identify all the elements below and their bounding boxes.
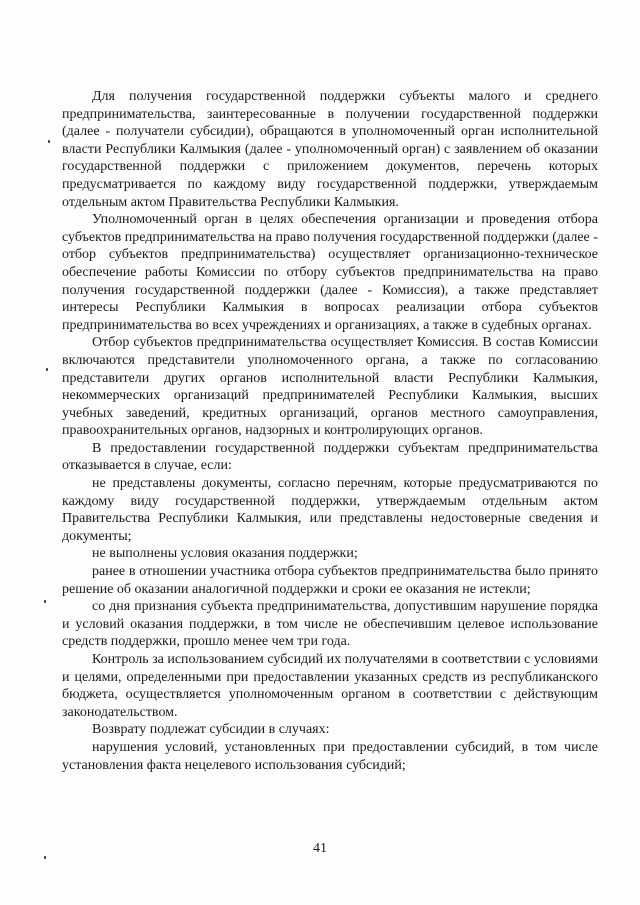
scan-speck: [44, 856, 46, 859]
paragraph-commission: Отбор субъектов предпринимательства осуществляет Комиссия. В состав Комиссии включаются представители уполномоченного органа, а также по согласованию представители других органов исполнительной власти Республики Калмыкия, некоммерческих организаций предпринимателей Республики Калмыкия, высших учебных заведений, кредитных организаций, органов местного самоуправления, правоохранительных органов, надзорных и контролирующих органов.: [62, 335, 598, 439]
paragraph-refusal-intro: В предоставлении государственной поддержки субъектам предпринимательства отказывается в случае, если:: [62, 440, 598, 474]
scan-speck: [46, 368, 48, 371]
scan-speck: [44, 600, 46, 603]
paragraph-control: Контроль за использованием субсидий их получателями в соответствии с условиями и целями, определенными при предоставлении указанных средств из республиканского бюджета, осуществляется уполномоченным органом в соответствии с действующим законодательством.: [62, 652, 598, 720]
paragraph-refusal-violation: со дня признания субъекта предпринимательства, допустившим нарушение порядка и условий оказания поддержки, в том числе не обеспечившим целевое использование средств поддержки, прошло менее чем три года.: [62, 599, 598, 650]
document-body: [62, 88, 598, 774]
page-number: 41: [313, 841, 327, 856]
paragraph-refusal-previous-support: ранее в отношении участника отбора субъектов предпринимательства было принято решение об оказании аналогичной поддержки и сроки ее оказания не истекли;: [62, 564, 598, 597]
paragraph-refusal-conditions: не выполнены условия оказания поддержки;: [92, 546, 358, 562]
paragraph-refusal-documents: не представлены документы, согласно перечням, которые предусматриваются по каждому виду государственной поддержки, утверждаемым отдельным актом Правительства Республики Калмыкия, или представлены недостоверные сведения и документы;: [62, 476, 598, 544]
paragraph-state-support-application: Для получения государственной поддержки субъекты малого и среднего предпринимательства, заинтересованные в получении государственной поддержки (далее - получатели субсидии), обращаются в уполномоченный орган исполнительной власти Республики Калмыкия (далее - уполномоченный орган) с заявлением об оказании государственной поддержки с приложением документов, перечень которых предусматривается по каждому виду государственной поддержки, утверждаемым отдельным актом Правительства Республики Калмыкия.: [62, 89, 598, 210]
paragraph-refund-intro: Возврату подлежат субсидии в случаях:: [92, 722, 330, 738]
paragraph-authorized-body: Уполномоченный орган в целях обеспечения организации и проведения отбора субъектов предпринимательства на право получения государственной поддержки (далее - отбор субъектов предпринимательства) осуществляет организационно-техническое обеспечение работы Комиссии по отбору субъектов предпринимательства на право получения государственной поддержки (далее - Комиссия), а также представляет интересы Республики Калмыкия в вопросах реализации отбора субъектов предпринимательства во всех учреждениях и организациях, а также в судебных органах.: [62, 212, 598, 333]
paragraph-refund-violation: нарушения условий, установленных при предоставлении субсидий, в том числе установления факта нецелевого использования субсидий;: [62, 739, 598, 773]
scan-speck: [48, 140, 50, 143]
